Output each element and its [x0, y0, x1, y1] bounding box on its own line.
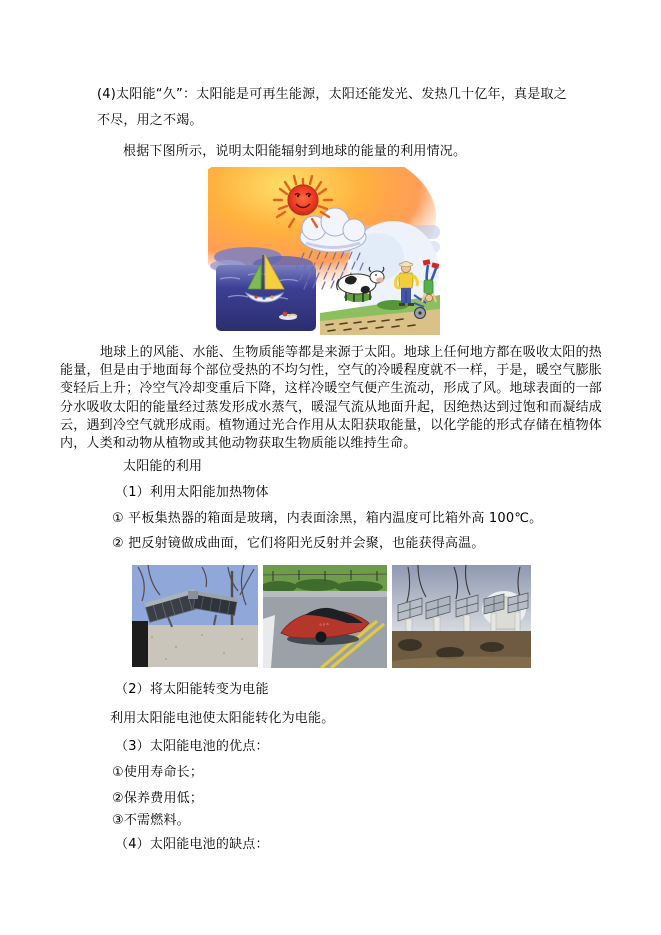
- concrete-wall: [132, 625, 258, 667]
- item-disadvantages-title: （4）太阳能电池的缺点：: [115, 837, 269, 852]
- advantage-no-fuel: ③不需燃料。: [112, 813, 190, 828]
- heading-solar-use: 太阳能的利用: [123, 459, 203, 474]
- item-electricity-body: 利用太阳能电池使太阳能转化为电能。: [110, 711, 335, 726]
- para-figure-instruction: 根据下图所示，说明太阳能辐射到地球的能量的利用情况。: [123, 144, 467, 159]
- para-solar-durability: (4)太阳能“久”：太阳能是可再生能源，太阳还能发光、发热几十亿年，真是取之不尽，用之不竭。: [97, 87, 567, 128]
- item-electricity-title: （2）将太阳能转变为电能: [115, 682, 269, 697]
- para-energy-origin: 地球上的风能、水能、生物质能等都是来源于太阳。地球上任何地方都在吸收太阳的热能量，但是由于地面每个部位受热的不均匀性，空气的冷暖程度就不一样，于是，暖空气膨胀变轻后上升；冷空气冷却变重后下降，这样冷暖空气便产生流动，形成了风。地球表面的一部分水吸收太阳的能量经过蒸发形成水蒸气，暖湿气流从地面升起，因绝热达到过饱和而凝结成云，遇到冷空气就形成雨。植物通过光合作用从太阳获取能量，以化学能的形式存储在植物体内，人类和动物从植物或其他动物获取生物质能以维持生命。: [60, 345, 602, 452]
- svg-text:◦◦◦: ◦◦◦: [318, 621, 330, 629]
- figure-solar-collector-photo: [132, 565, 258, 667]
- item-advantages-title: （3）太阳能电池的优点：: [115, 739, 269, 754]
- dark-corner: [132, 621, 148, 667]
- figure-solar-energy-illustration: [208, 167, 440, 335]
- item-heating-point-2: ② 把反射镜做成曲面，它们将阳光反射并会聚，也能获得高温。: [112, 536, 485, 551]
- item-heating-title: （1）利用太阳能加热物体: [115, 485, 269, 500]
- advantage-low-maintenance: ②保养费用低；: [112, 791, 204, 806]
- item-heating-point-1: ① 平板集热器的箱面是玻璃，内表面涂黑，箱内温度可比箱外高 100℃。: [112, 511, 543, 526]
- road-shoulder: [263, 591, 387, 597]
- figure-solar-car-photo: [263, 565, 387, 668]
- advantage-long-life: ①使用寿命长；: [112, 765, 204, 780]
- figure-solar-array-photo: [392, 565, 531, 668]
